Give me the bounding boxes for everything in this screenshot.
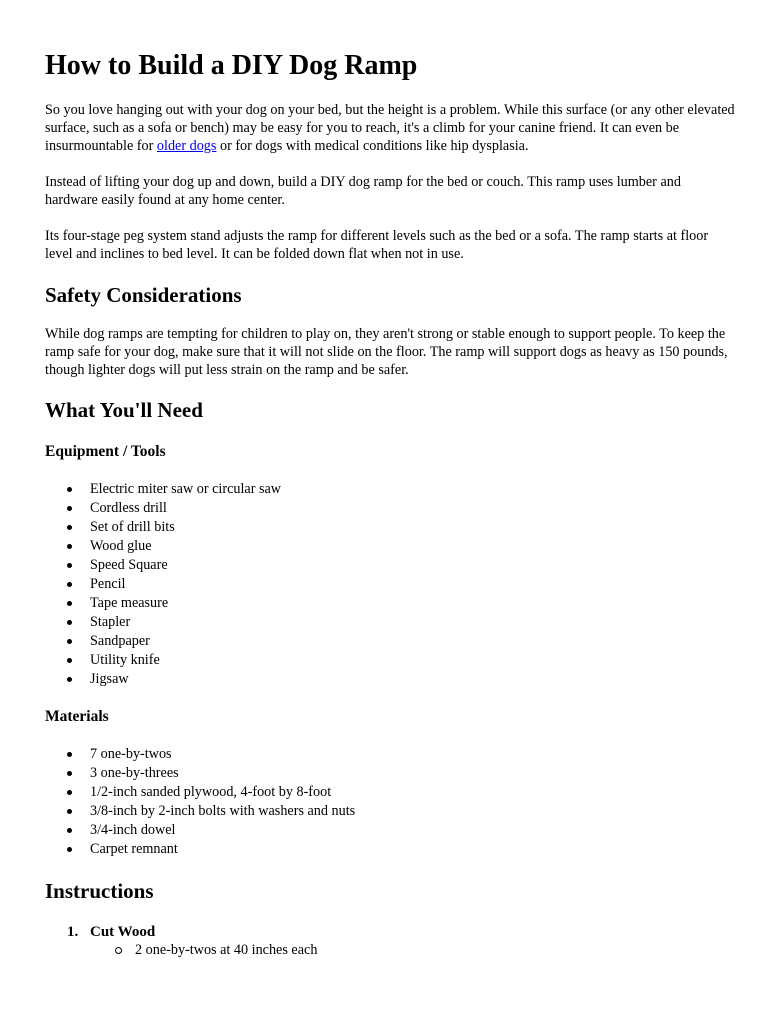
list-item xyxy=(45,537,281,556)
list-item xyxy=(45,802,355,821)
bullet-icon xyxy=(67,677,72,682)
bullet-icon xyxy=(67,790,72,795)
intro-text-before-link: So you love hanging out with your dog on your bed, but the height is a problem. While this surface (or any other elevated surface, such as a sofa or bench) may be easy for you to reach, it's a climb for your canine friend. It can even be insurmountable for xyxy=(45,102,735,154)
instructions-heading: Instructions xyxy=(45,879,154,903)
list-item-text: 3 one-by-threes xyxy=(90,765,179,781)
bullet-icon xyxy=(67,563,72,568)
list-item-text: Pencil xyxy=(90,576,126,592)
list-item xyxy=(45,651,281,670)
page-title: How to Build a DIY Dog Ramp xyxy=(45,50,418,81)
list-item-text: Jigsaw xyxy=(90,671,129,687)
list-item xyxy=(45,499,281,518)
list-item-text: Speed Square xyxy=(90,557,168,573)
intro-paragraph-1 xyxy=(45,101,735,155)
list-item-text: Cordless drill xyxy=(90,500,167,516)
step-number: 1. xyxy=(67,924,79,940)
bullet-icon xyxy=(67,525,72,530)
list-item xyxy=(45,613,281,632)
intro-paragraph-2: Instead of lifting your dog up and down, build a DIY dog ramp for the bed or couch. This ramp uses lumber and hardware easily found at any home center. xyxy=(45,174,681,208)
bullet-icon xyxy=(67,601,72,606)
safety-paragraph: While dog ramps are tempting for children to play on, they aren't strong or stable enough to support people. To keep the ramp safe for your dog, make sure that it will not slide on the floor. The ramp will support dogs as heavy as 150 pounds, though lighter dogs will put less strain on the ramp and be safer. xyxy=(45,326,728,378)
list-item-text: Tape measure xyxy=(90,595,169,611)
bullet-icon xyxy=(67,544,72,549)
list-item xyxy=(45,745,355,764)
list-item-text: 3/8-inch by 2-inch bolts with washers and nuts xyxy=(90,803,356,819)
list-item-text: 1/2-inch sanded plywood, 4-foot by 8-foot xyxy=(90,784,332,800)
list-item-text: Electric miter saw or circular saw xyxy=(90,481,282,497)
bullet-icon xyxy=(67,752,72,757)
list-item xyxy=(45,575,281,594)
list-item xyxy=(45,632,281,651)
intro-text-after-link: or for dogs with medical conditions like hip dysplasia. xyxy=(216,138,529,154)
list-item xyxy=(45,518,281,537)
list-item xyxy=(45,556,281,575)
materials-heading: Materials xyxy=(45,708,109,725)
list-item-text: 7 one-by-twos xyxy=(90,746,172,762)
bullet-icon xyxy=(67,487,72,492)
list-item-text: Wood glue xyxy=(90,538,152,554)
materials-list xyxy=(45,745,355,859)
list-item xyxy=(45,670,281,689)
bullet-icon xyxy=(67,582,72,587)
step-subitem-text: 2 one-by-twos at 40 inches each xyxy=(135,942,318,958)
older-dogs-link[interactable]: older dogs xyxy=(156,138,217,154)
intro-paragraph-3: Its four-stage peg system stand adjusts the ramp for different levels such as the bed or a sofa. The ramp starts at floor level and inclines to bed level. It can be folded down flat when not in use. xyxy=(45,228,709,262)
step-label: Cut Wood xyxy=(90,924,156,940)
list-item xyxy=(45,821,355,840)
needs-heading: What You'll Need xyxy=(45,398,203,422)
list-item xyxy=(45,840,355,859)
bullet-icon xyxy=(67,639,72,644)
list-item xyxy=(45,783,355,802)
bullet-icon xyxy=(67,506,72,511)
safety-heading: Safety Considerations xyxy=(45,283,242,307)
list-item-text: 3/4-inch dowel xyxy=(90,822,176,838)
bullet-icon xyxy=(67,847,72,852)
list-item-text: Sandpaper xyxy=(90,633,150,649)
bullet-icon xyxy=(67,828,72,833)
bullet-icon xyxy=(67,809,72,814)
list-item-text: Set of drill bits xyxy=(90,519,175,535)
circle-bullet-icon xyxy=(115,947,122,954)
list-item xyxy=(45,594,281,613)
equipment-list xyxy=(45,480,281,689)
bullet-icon xyxy=(67,658,72,663)
bullet-icon xyxy=(67,771,72,776)
list-item-text: Stapler xyxy=(90,614,131,630)
list-item-text: Utility knife xyxy=(90,652,160,668)
bullet-icon xyxy=(67,620,72,625)
list-item xyxy=(45,764,355,783)
list-item-text: Carpet remnant xyxy=(90,841,178,857)
list-item xyxy=(45,480,281,499)
equipment-heading: Equipment / Tools xyxy=(45,443,166,460)
